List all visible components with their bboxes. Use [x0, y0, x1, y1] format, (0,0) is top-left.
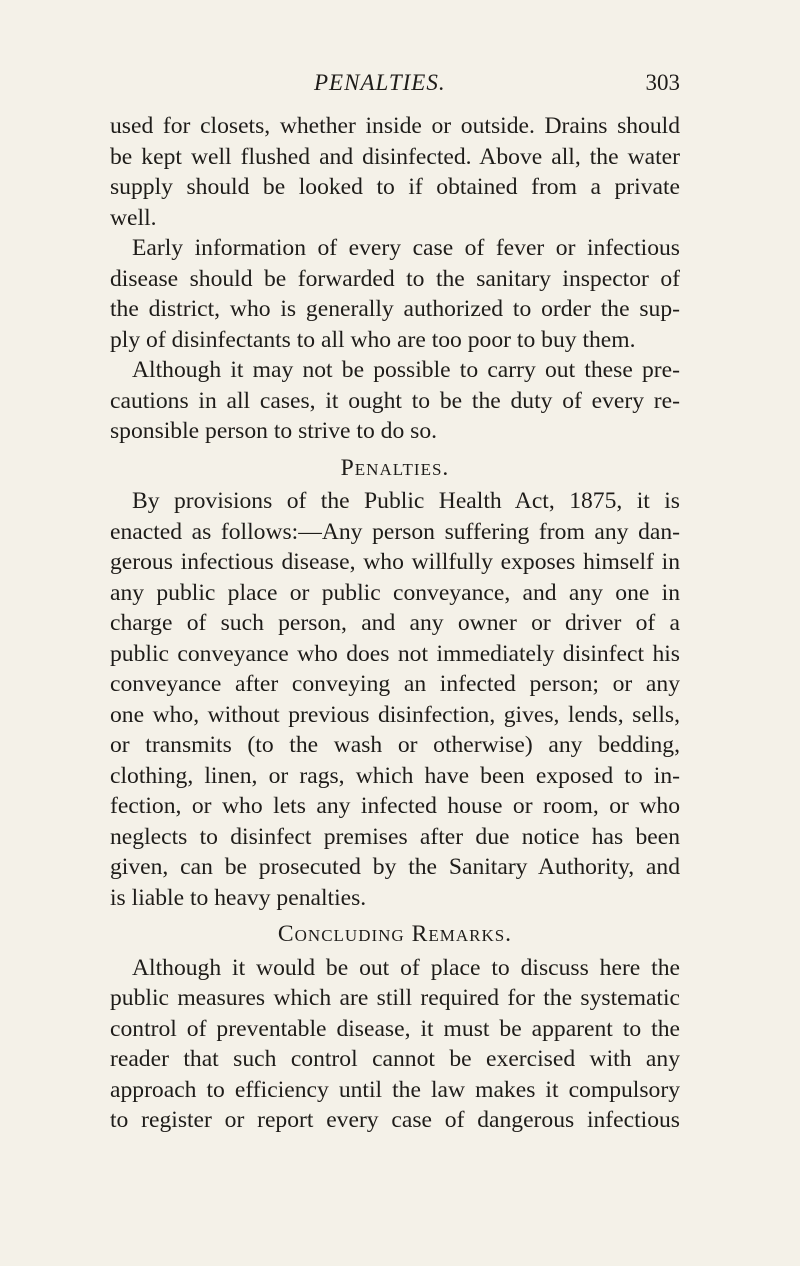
text-line: charge of such person, and any owner or driver of a: [110, 610, 680, 636]
text-line: Early information of every case of fever or infectious: [132, 235, 680, 261]
text-line: cautions in all cases, it ought to be the duty of every re-: [110, 387, 680, 414]
body-text: [110, 111, 680, 1136]
text-line: or transmits (to the wash or otherwise) any bedding,: [110, 732, 680, 758]
page-number: 303: [645, 70, 680, 95]
text-line: ply of disinfectants to all who are too poor to buy them.: [110, 326, 636, 353]
text-line: control of preventable disease, it must be apparent to the: [110, 1015, 680, 1042]
text-line: enacted as follows:—Any person suffering from any dan-: [110, 518, 680, 545]
text-line: to register or report every case of dangerous infectious: [110, 1107, 680, 1133]
text-line: public conveyance who does not immediately disinfect his: [110, 640, 680, 667]
text-line: conveyance after conveying an infected person; or any: [110, 671, 680, 697]
text-line: one who, without previous disinfection, gives, lends, sells,: [110, 701, 680, 728]
text-line: By provisions of the Public Health Act, 1875, it is: [132, 488, 680, 514]
text-line: given, can be prosecuted by the Sanitary Authority, and: [110, 854, 680, 880]
text-line: fection, or who lets any infected house or room, or who: [110, 793, 680, 819]
text-line: be kept well flushed and disinfected. Above all, the water: [110, 143, 680, 170]
text-line: Although it may not be possible to carry out these pre-: [132, 357, 680, 383]
text-line: disease should be forwarded to the sanitary inspector of: [110, 265, 680, 292]
paragraph: [110, 486, 680, 913]
section-heading: Penalties.: [340, 454, 450, 481]
text-line: public measures which are still required for the systematic: [110, 985, 680, 1011]
text-line: gerous infectious disease, who willfully exposes himself in: [110, 549, 680, 575]
running-head-title: PENALTIES.: [314, 70, 446, 95]
text-line: well.: [110, 204, 157, 231]
text-line: reader that such control cannot be exercised with any: [110, 1046, 680, 1072]
section-heading: Concluding Remarks.: [277, 921, 513, 947]
text-line: supply should be looked to if obtained from a private: [110, 174, 680, 200]
running-head: [110, 70, 680, 104]
text-line: approach to efficiency until the law makes it compulsory: [110, 1076, 680, 1103]
paragraph: [110, 111, 680, 233]
text-line: clothing, linen, or rags, which have been exposed to in-: [110, 762, 680, 789]
paragraph: [110, 953, 680, 1136]
text-line: sponsible person to strive to do so.: [110, 418, 438, 444]
text-line: the district, who is generally authorized to order the sup-: [110, 296, 680, 322]
text-line: used for closets, whether inside or outside. Drains should: [110, 113, 680, 139]
paragraph: [110, 233, 680, 355]
text-line: is liable to heavy penalties.: [110, 884, 367, 911]
text-line: neglects to disinfect premises after due notice has been: [110, 823, 680, 850]
text-line: Although it would be out of place to discuss here the: [132, 954, 680, 981]
text-line: any public place or public conveyance, and any one in: [110, 579, 680, 606]
paragraph: [110, 355, 680, 447]
